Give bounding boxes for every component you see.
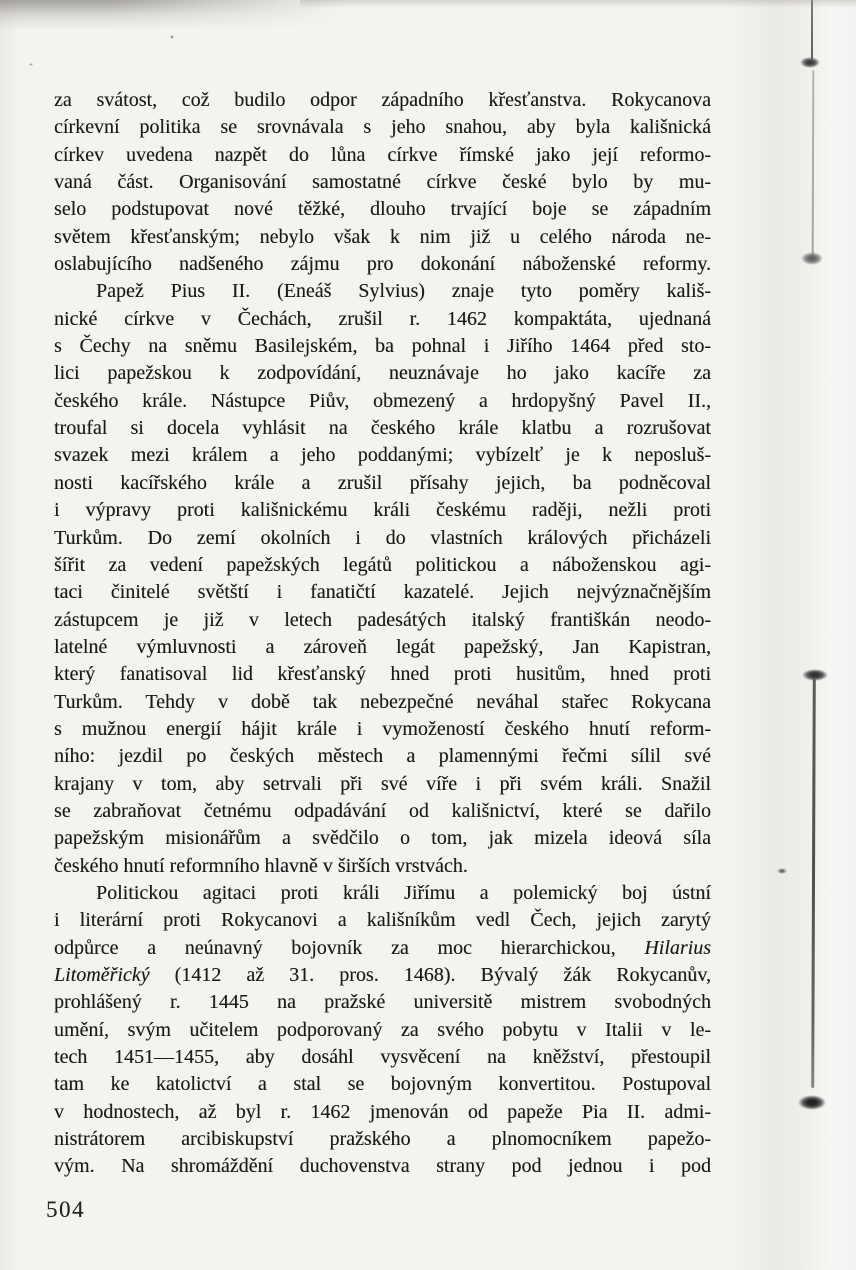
text-line: nické církve v Čechách, zrušil r. 1462 kompaktáta, ujednaná: [54, 307, 711, 330]
binding-thread-middle: [812, 70, 814, 256]
text-line: Papež Pius II. (Eneáš Sylvius) znaje tyto poměry kališ-: [96, 280, 711, 303]
text-line: za svátost, což budilo odpor západního křesťanstva. Rokycanova: [54, 89, 711, 111]
text-line: krajany v tom, aby setrvali při své víře i při svém králi. Snažil: [54, 772, 711, 795]
text-line: Turkům. Tehdy v době tak nebezpečné neváhal stařec Rokycana: [54, 690, 711, 713]
text-line: zástupcem je již v letech padesátých italský františkán neodo-: [54, 608, 711, 631]
paper-speck: [777, 868, 787, 874]
text-line: světem křesťanským; nebylo však k nim již u celého národa ne-: [54, 225, 711, 248]
text-line: vým. Na shromáždění duchovenstva strany pod jednou i pod: [54, 1155, 711, 1178]
text-line: [54, 962, 711, 989]
paper-speck: [170, 35, 174, 39]
text-line: nistrátorem arcibiskupství pražského a plnomocníkem papežo-: [54, 1128, 711, 1151]
text-line: českého hnutí reformního hlavně v širších vrstvách.: [54, 854, 468, 877]
text-line: Turkům. Do zemí okolních i do vlastních králových přicházeli: [54, 526, 711, 549]
italic-text: Hilarius: [644, 936, 711, 959]
text-line: troufal si docela vyhlásit na českého krále klatbu a rozrušovat: [54, 417, 711, 440]
text-line: svazek mezi králem a jeho poddanými; vybízelť je k neposluš-: [54, 444, 711, 467]
binding-thread-knot-4: [798, 1095, 826, 1110]
text-line: církevní politika se srovnávala s jeho snahou, aby byla kališnická: [54, 116, 711, 139]
text-line: českého krále. Nástupce Piův, obmezený a hrdopyšný Pavel II.,: [54, 389, 711, 412]
binding-thread-knot-2: [801, 252, 823, 265]
text-line: umění, svým učitelem podporovaný za svého pobytu v Italii v le-: [54, 1018, 711, 1041]
text-line: prohlášený r. 1445 na pražské universitě mistrem svobodných: [54, 991, 711, 1014]
text-line: [54, 935, 711, 962]
text-segment: (1412 až 31. pros. 1468). Bývalý žák Rokycanův,: [149, 964, 711, 986]
page-number: 504: [46, 1197, 85, 1222]
text-segment: odpůrce a neúnavný bojovník za moc hierarchickou,: [54, 936, 645, 959]
text-line: který fanatisoval lid křesťanský hned proti husitům, hned proti: [54, 663, 711, 686]
text-line: i výpravy proti kališnickému králi českému raději, nežli proti: [54, 499, 711, 522]
text-line: latelné výmluvnosti a zároveň legát papežský, Jan Kapistran,: [54, 635, 711, 658]
text-line: církev uvedena nazpět do lůna církve římské jako její reformo-: [54, 143, 711, 166]
text-line: lici papežskou k zodpovídání, neuznávaje ho jako kacíře za: [54, 362, 711, 385]
paragraph: [54, 87, 711, 278]
binding-thread-knot-1: [800, 57, 820, 68]
text-line: v hodnostech, až byl r. 1462 jmenován od papeže Pia II. admi-: [54, 1100, 711, 1123]
text-line: vaná část. Organisování samostatné církve české bylo by mu-: [54, 171, 711, 194]
text-line: Politickou agitaci proti králi Jiřímu a polemický boj ústní: [96, 881, 711, 904]
text-line: selo podstupovat nové těžké, dlouho trvající boje se západním: [54, 198, 711, 221]
text-line: s mužnou energií hájit krále i vymožeností českého hnutí reform-: [54, 717, 711, 740]
text-line: šířit za vedení papežských legátů politickou a náboženskou agi-: [54, 553, 711, 576]
text-line: papežským misionářům a svědčilo o tom, jak mizela ideová síla: [54, 827, 711, 850]
paragraph: [54, 880, 711, 1181]
text-line: i literární proti Rokycanovi a kališníkům vedl Čech, jejich zarytý: [54, 909, 711, 932]
text-line: nosti kacířského krále a zrušil přísahy jejich, ba podněcoval: [54, 471, 711, 494]
paper-speck: [29, 63, 33, 66]
text-line: tech 1451—1455, aby dosáhl vysvěcení na kněžství, přestoupil: [54, 1046, 711, 1069]
text-line: oslabujícího nadšeného zájmu pro dokonání náboženské reformy.: [54, 253, 711, 276]
binding-thread-main: [811, 676, 815, 1088]
binding-thread-knot-3: [802, 669, 828, 681]
text-line: ního: jezdil po českých městech a plamennými řečmi sílil své: [54, 745, 711, 768]
paragraph: [54, 278, 711, 880]
text-line: taci činitelé světští i fanatičtí kazatelé. Jejich nejvýznačnějším: [54, 581, 711, 604]
scan-shadow-top-edge: [300, 0, 856, 8]
binding-thread-upper: [811, 0, 813, 60]
italic-text: Litoměřický: [54, 964, 150, 986]
text-block: [54, 87, 711, 1181]
text-line: s Čechy na sněmu Basilejském, ba pohnal i Jiřího 1464 před sto-: [54, 335, 711, 358]
text-line: se zabraňovat četnému odpadávání od kališnictví, které se dařilo: [54, 799, 711, 822]
text-line: tam ke katolictví a stal se bojovným konvertitou. Postupoval: [54, 1073, 711, 1096]
